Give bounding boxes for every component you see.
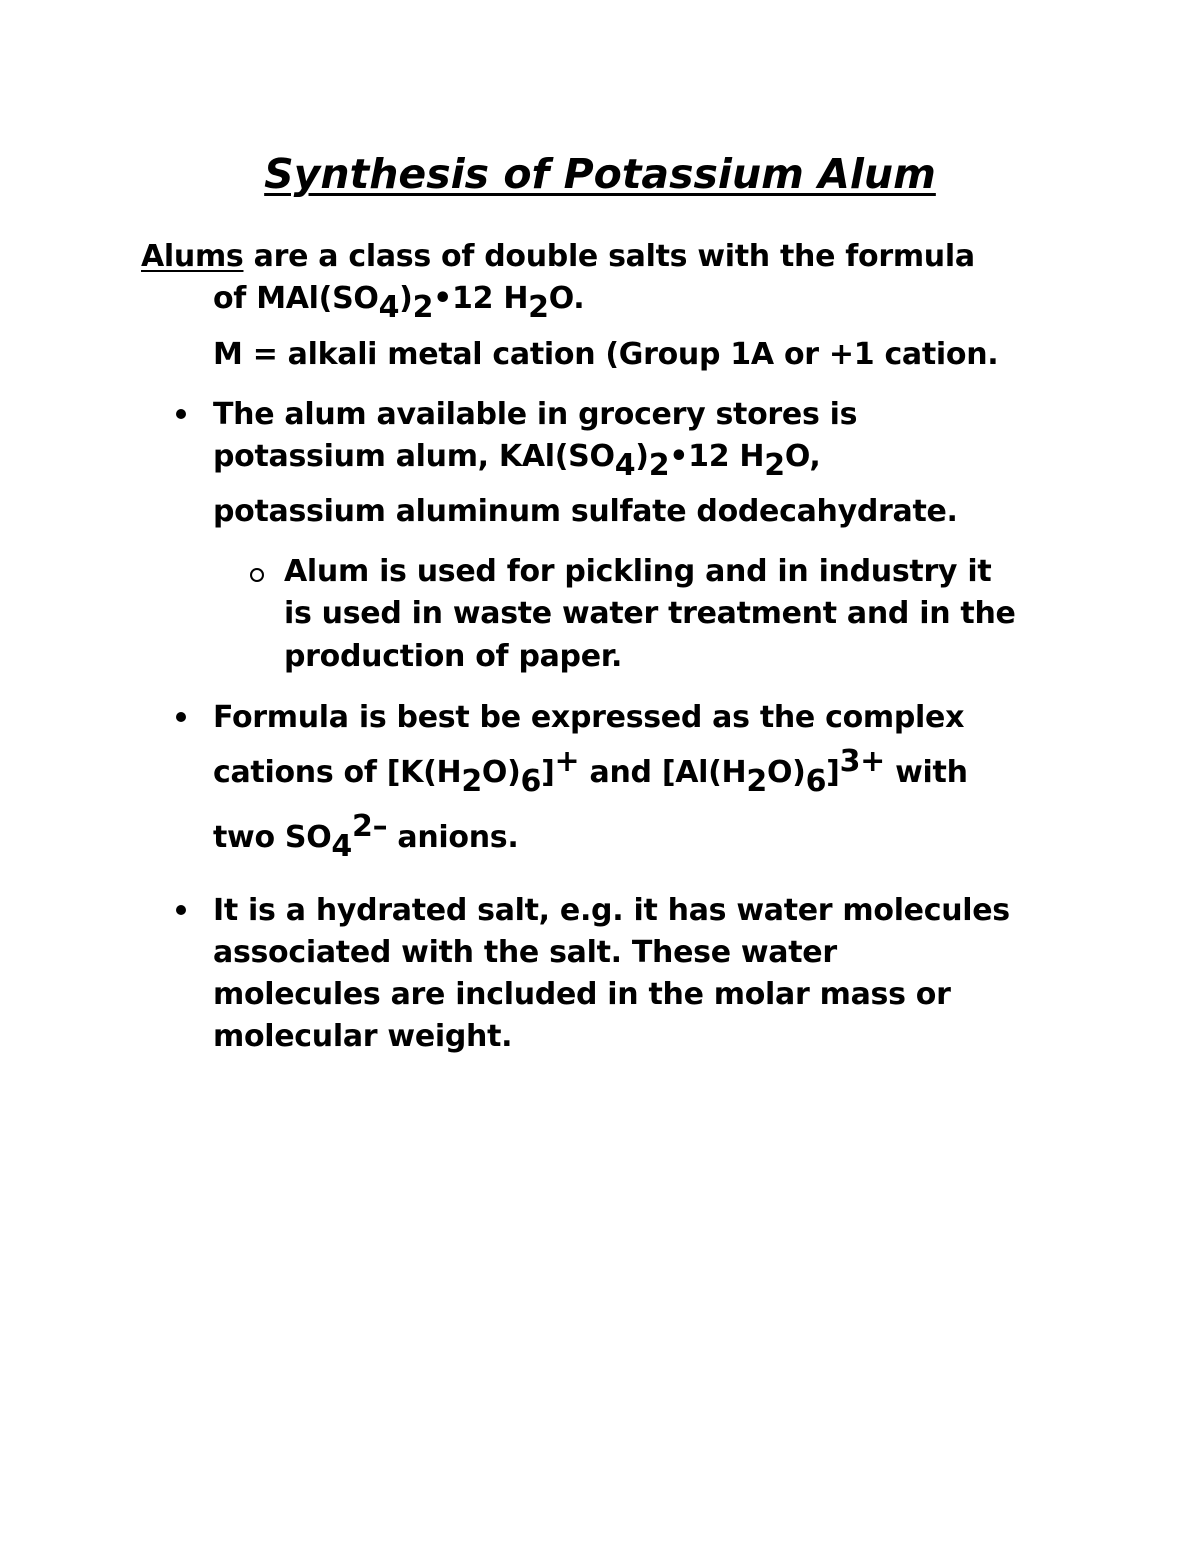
bullet1-formula-line: potassium alum, KAl(SO4)2•12 H2O, xyxy=(213,439,821,483)
bullet3-line-4: molecular weight. xyxy=(213,1019,513,1054)
intro-formula-line: of MAl(SO4)2•12 H2O. xyxy=(213,281,585,325)
bullet2-line-1: Formula is best be expressed as the complex xyxy=(213,700,965,735)
intro-definition-line: M = alkali metal cation (Group 1A or +1 cation. xyxy=(213,337,999,372)
bullet3-line-2: associated with the salt. These water xyxy=(213,935,837,970)
sub-bullet-line-3: production of paper. xyxy=(284,639,623,674)
bullet3-line-3: molecules are included in the molar mass or xyxy=(213,977,951,1012)
bullet-icon xyxy=(176,712,186,722)
bullet2-anion-line: two SO42– anions. xyxy=(213,809,519,864)
bullet2-formula-line: cations of [K(H2O)6]+ and [Al(H2O)6]3+ with xyxy=(213,744,968,799)
page-title: Synthesis of Potassium Alum xyxy=(264,150,936,198)
sub-bullet-line-2: is used in waste water treatment and in the xyxy=(284,596,1016,631)
bullet-icon xyxy=(176,409,186,419)
open-bullet-icon xyxy=(250,568,264,582)
intro-line-1: Alums are a class of double salts with the formula xyxy=(141,239,975,274)
bullet-icon xyxy=(176,905,186,915)
bullet1-line-3: potassium aluminum sulfate dodecahydrate. xyxy=(213,494,958,529)
bullet3-line-1: It is a hydrated salt, e.g. it has water molecules xyxy=(213,893,1010,928)
sub-bullet-line-1: Alum is used for pickling and in industry it xyxy=(284,554,992,589)
bullet1-line-1: The alum available in grocery stores is xyxy=(213,397,858,432)
intro-term: Alums xyxy=(141,239,244,274)
